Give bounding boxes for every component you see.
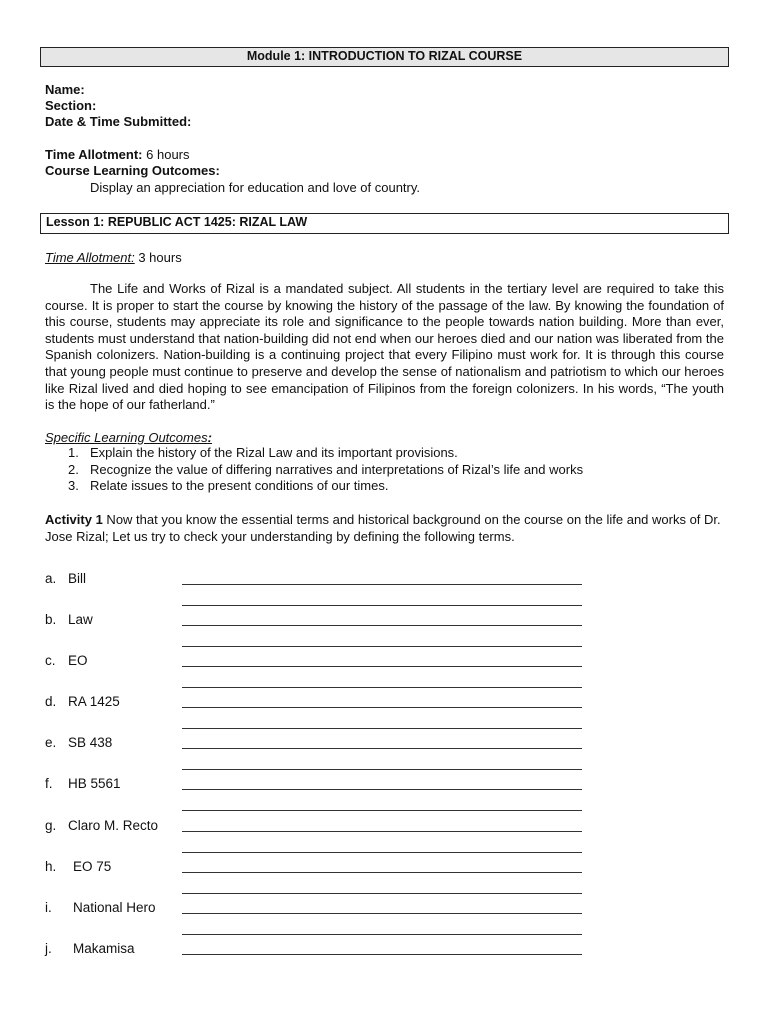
term-name: SB 438 bbox=[68, 735, 113, 751]
term-letter: i. bbox=[45, 899, 52, 915]
term-name: HB 5561 bbox=[68, 776, 121, 792]
term-row-hb-5561 bbox=[45, 774, 605, 815]
term-letter: b. bbox=[45, 612, 57, 628]
term-row-claro-m-recto bbox=[45, 816, 605, 857]
term-row-bill bbox=[45, 569, 605, 610]
date-submitted-label: Date & Time Submitted: bbox=[45, 114, 192, 129]
term-letter: c. bbox=[45, 653, 56, 669]
term-label bbox=[45, 612, 93, 627]
answer-line[interactable] bbox=[182, 666, 582, 667]
list-item bbox=[68, 445, 583, 462]
answer-line[interactable] bbox=[182, 789, 582, 790]
list-item bbox=[68, 462, 583, 479]
term-label bbox=[45, 735, 112, 750]
course-outcomes-label: Course Learning Outcomes: bbox=[45, 163, 220, 178]
module-time-label: Time Allotment: bbox=[45, 147, 143, 162]
term-label bbox=[45, 941, 135, 956]
term-name: Bill bbox=[68, 571, 87, 586]
answer-line[interactable] bbox=[182, 954, 582, 955]
answer-line[interactable] bbox=[182, 584, 582, 585]
module-time-allotment bbox=[45, 147, 190, 164]
term-label bbox=[45, 818, 158, 833]
term-name: Claro M. Recto bbox=[68, 817, 159, 833]
term-name: EO 75 bbox=[73, 858, 112, 874]
term-label bbox=[45, 694, 120, 709]
lesson-time-allotment bbox=[45, 250, 182, 267]
answer-line[interactable] bbox=[182, 625, 582, 626]
term-name: Law bbox=[68, 612, 93, 628]
outcome-number: 3. bbox=[68, 478, 79, 493]
outcome-text: Relate issues to the present conditions of our times. bbox=[90, 478, 389, 493]
answer-line[interactable] bbox=[182, 728, 582, 729]
specific-outcomes-colon: : bbox=[207, 430, 212, 445]
answer-line[interactable] bbox=[182, 831, 582, 832]
term-row-ra-1425 bbox=[45, 692, 605, 733]
name-label: Name: bbox=[45, 82, 85, 97]
specific-outcomes-label: Specific Learning Outcomes bbox=[45, 430, 208, 445]
term-row-eo bbox=[45, 651, 605, 692]
term-row-eo-75 bbox=[45, 857, 605, 898]
term-row-national-hero bbox=[45, 898, 605, 939]
term-name: Makamisa bbox=[73, 940, 135, 956]
outcome-text: Explain the history of the Rizal Law and its important provisions. bbox=[90, 445, 458, 460]
specific-outcomes-list bbox=[68, 445, 583, 495]
answer-line[interactable] bbox=[182, 913, 582, 914]
term-name: RA 1425 bbox=[68, 694, 120, 710]
module-time-value: 6 hours bbox=[146, 147, 190, 162]
answer-line[interactable] bbox=[182, 872, 582, 873]
answer-line[interactable] bbox=[182, 707, 582, 708]
term-label bbox=[45, 571, 86, 586]
term-row-sb-438 bbox=[45, 733, 605, 774]
answer-line[interactable] bbox=[182, 769, 582, 770]
activity-instructions bbox=[45, 512, 724, 545]
module-title: Module 1: INTRODUCTION TO RIZAL COURSE bbox=[40, 47, 729, 67]
answer-line[interactable] bbox=[182, 605, 582, 606]
term-letter: g. bbox=[45, 817, 57, 833]
answer-line[interactable] bbox=[182, 934, 582, 935]
term-label bbox=[45, 653, 88, 668]
answer-line[interactable] bbox=[182, 893, 582, 894]
term-letter: f. bbox=[45, 776, 53, 792]
answer-line[interactable] bbox=[182, 687, 582, 688]
term-label bbox=[45, 776, 121, 791]
term-label bbox=[45, 900, 156, 915]
term-definition-list bbox=[45, 569, 605, 980]
outcome-text: Recognize the value of differing narratives and interpretations of Rizal’s life and works bbox=[90, 461, 584, 477]
term-letter: a. bbox=[45, 571, 57, 586]
lesson-time-value: 3 hours bbox=[138, 250, 182, 265]
answer-line[interactable] bbox=[182, 852, 582, 853]
term-name: National Hero bbox=[73, 899, 156, 915]
lesson-time-label: Time Allotment: bbox=[45, 250, 135, 265]
term-letter: e. bbox=[45, 735, 57, 751]
term-label bbox=[45, 859, 111, 874]
term-letter: j. bbox=[45, 940, 52, 956]
activity-text: Now that you know the essential terms and historical background on the course on the life and works of Dr. Jose Rizal; Let us try to check your understanding by defining the following terms. bbox=[45, 512, 721, 544]
list-item bbox=[68, 478, 583, 495]
lesson-intro-paragraph: The Life and Works of Rizal is a mandated subject. All students in the tertiary level are required to take this course. It is proper to start the course by knowing the history of the passage of the law. By knowing the foundation of this course, students may appreciate its role and significance to the people towards nation building. More than ever, students must understand that nation-building did not end when our heroes died and our nation was liberated from the Spanish colonizers. Nation-building is a continuing project that every Filipino must work for. It is through this course that young people must continue to preserve and develop the sense of nationalism and patriotism to which our heroes like Rizal lived and died hoping to see emancipation of Filipinos from the foreign colonizers. In his words, “The youth is the hope of our fatherland.” bbox=[45, 281, 724, 413]
term-name: EO bbox=[68, 653, 88, 669]
outcome-number: 1. bbox=[68, 445, 79, 460]
term-letter: h. bbox=[45, 858, 57, 874]
term-row-makamisa bbox=[45, 939, 605, 980]
lesson-title: Lesson 1: REPUBLIC ACT 1425: RIZAL LAW bbox=[40, 213, 729, 234]
term-letter: d. bbox=[45, 694, 57, 710]
answer-line[interactable] bbox=[182, 810, 582, 811]
term-row-law bbox=[45, 610, 605, 651]
course-outcomes-text: Display an appreciation for education and love of country. bbox=[90, 180, 421, 195]
outcome-number: 2. bbox=[68, 461, 79, 477]
answer-line[interactable] bbox=[182, 748, 582, 749]
activity-label: Activity 1 bbox=[45, 512, 103, 527]
section-label: Section: bbox=[45, 98, 97, 113]
answer-line[interactable] bbox=[182, 646, 582, 647]
